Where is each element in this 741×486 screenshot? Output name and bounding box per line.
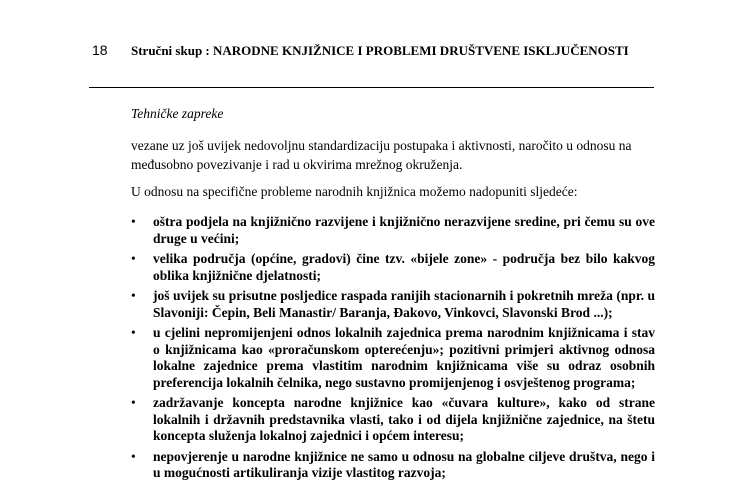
bullet-icon: • [131, 251, 136, 266]
bullet-text: još uvijek su prisutne posljedice raspada ranijih stacionarnih i pokretnih mreža (npr. u Slavoniji: Čepin, Beli Manastir/ Baranja, Đakovo, Vinkovci, Slavonski Brod ...); [153, 288, 655, 320]
page-number: 18 [92, 42, 108, 58]
bullet-item [131, 325, 655, 391]
bullet-icon: • [131, 325, 136, 340]
bullet-icon: • [131, 214, 136, 229]
running-header-title: Stručni skup : NARODNE KNJIŽNICE I PROBLEMI DRUŠTVENE ISKLJUČENOSTI [131, 43, 629, 58]
bullet-text: zadržavanje koncepta narodne knjižnice kao «čuvara kulture», kako od strane lokalnih i državnih predstavnika vlasti, tako i od dijela knjižnične zajednice, na štetu koncepta služenja lokalnoj zajednici i općem interesu; [153, 395, 655, 443]
bullet-text: velika područja (općine, gradovi) čine tzv. «bijele zone» - područja bez bilo kakvog oblika knjižnične djelatnosti; [153, 251, 655, 283]
bullet-icon: • [131, 395, 136, 410]
paragraph: U odnosu na specifične probleme narodnih knjižnica možemo nadopuniti sljedeće: [131, 184, 578, 199]
bullet-item [131, 251, 655, 284]
bullet-item [131, 214, 655, 247]
header-divider [89, 87, 654, 88]
bullet-item [131, 288, 655, 321]
section-title: Tehničke zapreke [131, 106, 224, 121]
bullet-icon: • [131, 448, 136, 464]
paragraph: vezane uz još uvijek nedovoljnu standardizaciju postupaka i aktivnosti, naročito u odnosu na međusobno povezivanje i rad u okvirima mrežnog okruženja. [131, 138, 632, 172]
bullet-list [131, 214, 655, 486]
bullet-icon: • [131, 288, 136, 303]
bullet-item [131, 449, 655, 482]
bullet-text: u cjelini nepromijenjeni odnos lokalnih zajednica prema narodnim knjižnicama i stav o knjižnicama kao «proračunskom opterećenju»; pozitivni primjeri aktivnog odnosa lokalne zajednice prema vlastitim narodnim knjižnicama više su odraz osobnih preferencija lokalnih čelnika, nego sustavno promijenjenog i osvještenog programa; [153, 325, 655, 390]
bullet-text: oštra podjela na knjižnično razvijene i knjižnično nerazvijene sredine, pri čemu su ove druge u većini; [153, 214, 655, 246]
bullet-text: nepovjerenje u narodne knjižnice ne samo u odnosu na globalne ciljeve društva, nego i u mogućnosti artikuliranja vizije vlastitog razvoja; [153, 448, 655, 480]
bullet-item [131, 395, 655, 445]
